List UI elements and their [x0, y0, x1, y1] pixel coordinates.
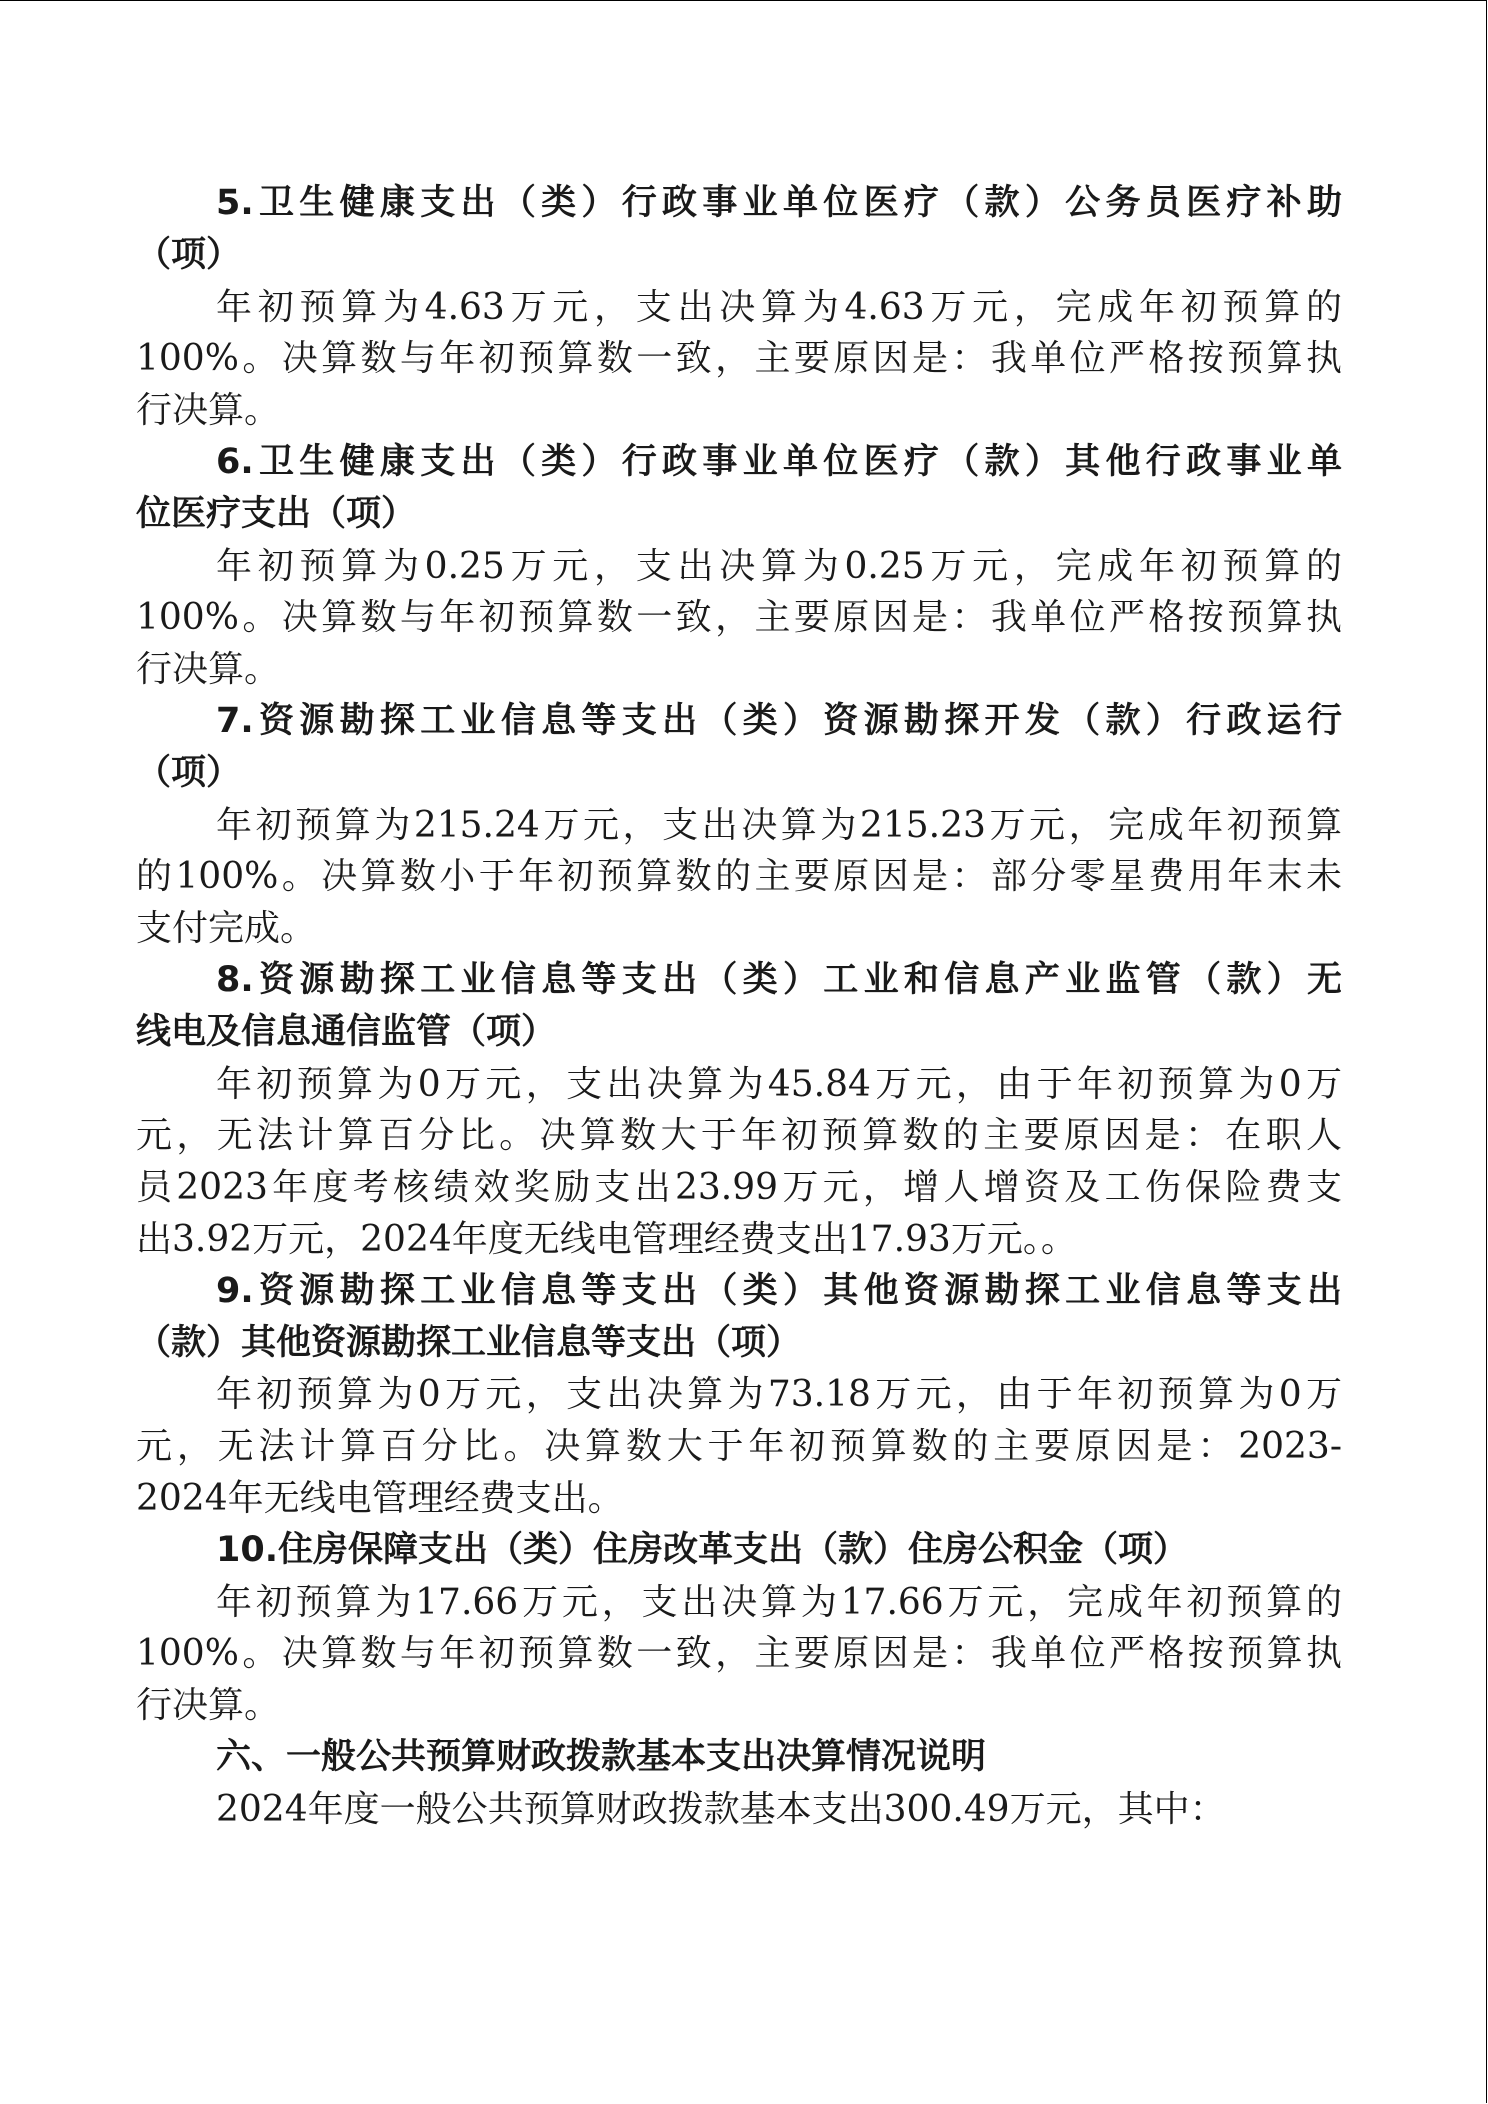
paragraph-line: 年初预算为0.25万元，支出决算为0.25万元，完成年初预算的 — [216, 545, 1342, 587]
section-heading-line: 六、一般公共预算财政拨款基本支出决算情况说明 — [216, 1736, 987, 1777]
paragraph-line: 年初预算为4.63万元，支出决算为4.63万元，完成年初预算的 — [216, 286, 1342, 328]
paragraph-line: 行决算。 — [136, 1685, 281, 1727]
section-heading-line: 位医疗支出（项） — [136, 493, 417, 534]
paragraph-line: 100%。决算数与年初预算数一致，主要原因是：我单位严格按预算执 — [136, 338, 1342, 380]
paragraph-line: 年初预算为0万元，支出决算为73.18万元，由于年初预算为0万 — [216, 1374, 1342, 1416]
paragraph-line: 的100%。决算数小于年初预算数的主要原因是：部分零星费用年末未 — [136, 856, 1342, 898]
paragraph-line: 年初预算为17.66万元，支出决算为17.66万元，完成年初预算的 — [216, 1581, 1342, 1623]
section-heading-line: 9.资源勘探工业信息等支出（类）其他资源勘探工业信息等支出 — [216, 1270, 1342, 1311]
paragraph-line: 元，无法计算百分比。决算数大于年初预算数的主要原因是：2023- — [136, 1426, 1342, 1468]
paragraph-line: 年初预算为215.24万元，支出决算为215.23万元，完成年初预算 — [216, 804, 1342, 846]
section-heading-line: 7.资源勘探工业信息等支出（类）资源勘探开发（款）行政运行 — [216, 700, 1342, 741]
section-heading-line: （项） — [136, 234, 242, 275]
paragraph-line: 元，无法计算百分比。决算数大于年初预算数的主要原因是：在职人 — [136, 1115, 1342, 1157]
paragraph-line: 2024年无线电管理经费支出。 — [136, 1477, 624, 1519]
paragraph-line: 出3.92万元，2024年度无线电管理经费支出17.93万元。。 — [136, 1218, 1077, 1260]
paragraph-line: 100%。决算数与年初预算数一致，主要原因是：我单位严格按预算执 — [136, 1633, 1342, 1675]
section-heading-line: （款）其他资源勘探工业信息等支出（项） — [136, 1322, 802, 1363]
paragraph-line: 行决算。 — [136, 649, 281, 691]
paragraph-line: 支付完成。 — [136, 908, 317, 950]
section-heading-line: 线电及信息通信监管（项） — [136, 1011, 557, 1052]
section-heading-line: 10.住房保障支出（类）住房改革支出（款）住房公积金（项） — [216, 1529, 1189, 1570]
paragraph-line: 员2023年度考核绩效奖励支出23.99万元，增人增资及工伤保险费支 — [136, 1167, 1342, 1209]
paragraph-line: 行决算。 — [136, 390, 281, 432]
document-body — [136, 178, 1342, 1836]
section-heading-line: 5.卫生健康支出（类）行政事业单位医疗（款）公务员医疗补助 — [216, 183, 1342, 223]
section-heading-line: 8.资源勘探工业信息等支出（类）工业和信息产业监管（款）无 — [216, 959, 1342, 1000]
section-heading-line: （项） — [136, 752, 242, 793]
paragraph-line: 100%。决算数与年初预算数一致，主要原因是：我单位严格按预算执 — [136, 597, 1342, 639]
paragraph-line: 年初预算为0万元，支出决算为45.84万元，由于年初预算为0万 — [216, 1063, 1342, 1105]
section-heading-line: 6.卫生健康支出（类）行政事业单位医疗（款）其他行政事业单 — [216, 441, 1342, 482]
paragraph-line: 2024年度一般公共预算财政拨款基本支出300.49万元，其中： — [216, 1788, 1226, 1830]
